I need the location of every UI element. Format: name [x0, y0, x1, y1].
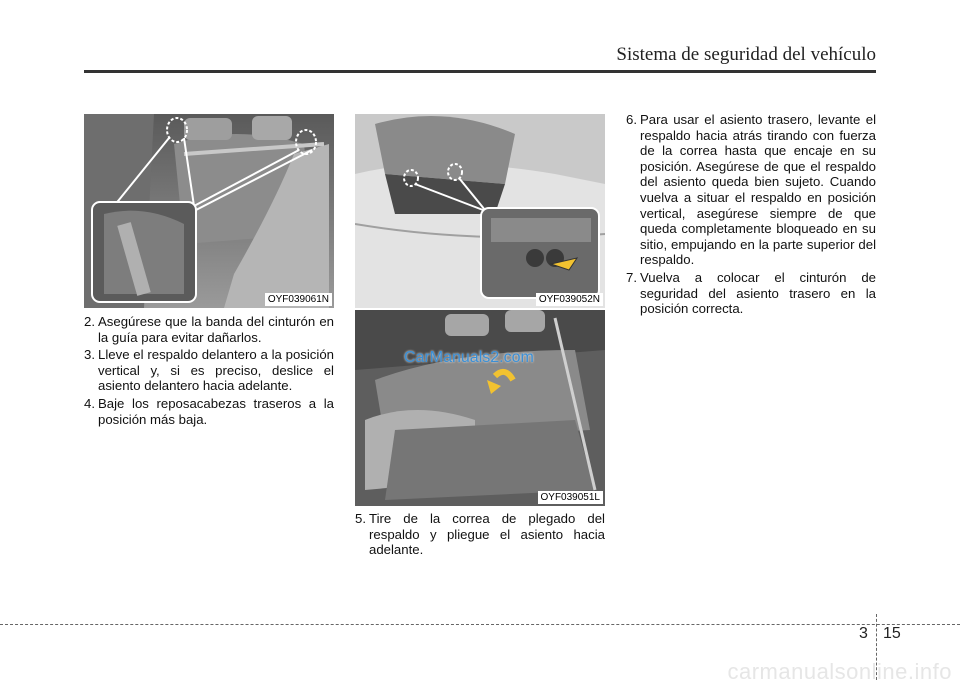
- footer-rule: [0, 624, 960, 625]
- chapter-number: 3: [859, 625, 868, 642]
- page-number: 15: [883, 625, 901, 642]
- step-text: Lleve el respaldo delantero a la posición vertical y, si es preciso, deslice el asiento delantero hacia adelante.: [98, 347, 334, 394]
- step-number: 5.: [355, 511, 366, 526]
- watermark-overlay: CarManuals2.com: [404, 349, 534, 366]
- figure-code: OYF039051L: [538, 491, 604, 504]
- figure-seatbelt-guide: [84, 114, 334, 308]
- step-number: 4.: [84, 395, 95, 411]
- figure-code: OYF039061N: [265, 293, 332, 306]
- instructions-column-1: [84, 314, 334, 429]
- step-3: [84, 347, 334, 394]
- step-number: 3.: [84, 347, 95, 363]
- step-2: [84, 314, 334, 345]
- step-number: 7.: [626, 269, 637, 285]
- instructions-column-2: [355, 511, 605, 560]
- watermark-footer: carmanualsonline.info: [727, 659, 952, 684]
- step-text: Asegúrese que la banda del cinturón en la guía para evitar dañarlos.: [98, 314, 334, 345]
- step-text: Para usar el asiento trasero, levante el respaldo hacia atrás tirando con fuerza de la correa hasta que encaje en su posición. Asegúrese de que el respaldo del asiento queda bien sujeto. Cuando vuelva a situar el respaldo en posición vertical, asegúrese siempre de que queda completamente bloqueado en su sitio, empujando en la parte superior del respaldo.: [640, 112, 876, 268]
- step-5: [355, 511, 605, 558]
- header-rule: [84, 70, 876, 73]
- seatbelt-guide-illustration: [84, 114, 334, 308]
- step-number: 2.: [84, 314, 95, 329]
- trunk-strap-illustration: [355, 114, 605, 308]
- step-text: Vuelva a colocar el cinturón de seguridad del asiento trasero en la posición correcta.: [640, 269, 876, 317]
- step-4: [84, 396, 334, 427]
- figure-folded-seat: [355, 310, 605, 506]
- figure-code: OYF039052N: [536, 293, 603, 306]
- step-6: [626, 112, 876, 268]
- step-text: Tire de la correa de plegado del respaldo y pliegue el asiento hacia adelante.: [369, 511, 605, 558]
- step-7: [626, 270, 876, 317]
- figure-trunk-strap: [355, 114, 605, 308]
- instructions-column-3: [626, 112, 876, 319]
- folded-seat-illustration: [355, 310, 605, 506]
- running-header-title: Sistema de seguridad del vehículo: [616, 44, 876, 65]
- step-text: Baje los reposacabezas traseros a la posición más baja.: [98, 395, 334, 427]
- step-number: 6.: [626, 112, 637, 127]
